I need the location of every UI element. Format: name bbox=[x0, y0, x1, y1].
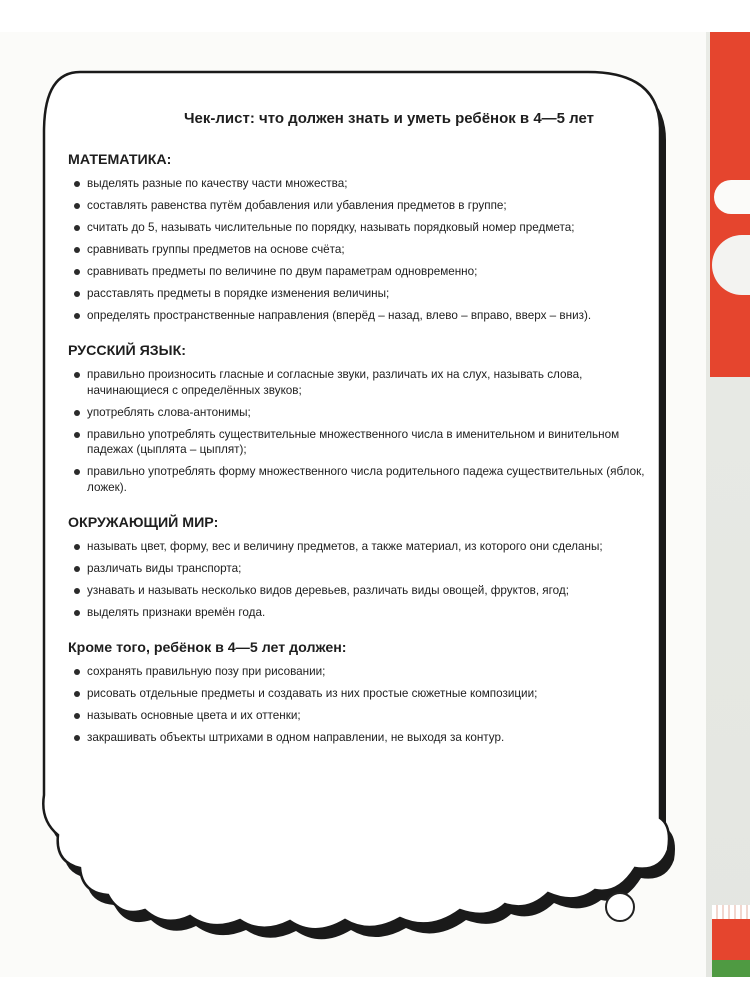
adjacent-page-white-shape bbox=[714, 180, 750, 214]
list-item: составлять равенства путём добавления или убавления предметов в группе; bbox=[68, 198, 648, 214]
list-math bbox=[68, 176, 648, 324]
list-item: расставлять предметы в порядке изменения величины; bbox=[68, 286, 648, 302]
section-heading-math: МАТЕМАТИКА: bbox=[68, 152, 172, 168]
page-title: Чек-лист: что должен знать и уметь ребёнок в 4—5 лет bbox=[184, 110, 594, 127]
list-item: сравнивать предметы по величине по двум параметрам одновременно; bbox=[68, 264, 648, 280]
section-heading-world: ОКРУЖАЮЩИЙ МИР: bbox=[68, 514, 219, 531]
list-item: употреблять слова-антонимы; bbox=[68, 405, 648, 421]
adjacent-page-green-strip bbox=[712, 960, 750, 977]
list-item: выделять разные по качеству части множества; bbox=[68, 176, 648, 192]
list-world bbox=[68, 539, 648, 621]
list-item: правильно употреблять существительные множественного числа в именительном и винительном падежах (цыплята – цыплят); bbox=[68, 427, 648, 458]
list-item: рисовать отдельные предметы и создавать из них простые сюжетные композиции; bbox=[68, 686, 648, 702]
decorative-circle bbox=[605, 892, 635, 922]
list-item: сравнивать группы предметов на основе счёта; bbox=[68, 242, 648, 258]
list-item: правильно произносить гласные и согласные звуки, различать их на слух, называть слова, начинающиеся с определённых звуков; bbox=[68, 367, 648, 398]
list-item: различать виды транспорта; bbox=[68, 561, 648, 577]
section-heading-russian: РУССКИЙ ЯЗЫК: bbox=[68, 343, 186, 359]
list-item: закрашивать объекты штрихами в одном направлении, не выходя за контур. bbox=[68, 730, 648, 746]
list-item: правильно употреблять форму множественного числа родительного падежа существительных (яблок, ложек). bbox=[68, 464, 648, 495]
list-item: называть основные цвета и их оттенки; bbox=[68, 708, 648, 724]
list-extra bbox=[68, 664, 648, 746]
list-item: сохранять правильную позу при рисовании; bbox=[68, 664, 648, 680]
list-item: узнавать и называть несколько видов деревьев, различать виды овощей, фруктов, ягод; bbox=[68, 583, 648, 599]
adjacent-page-lace-border bbox=[712, 905, 750, 919]
checklist-content bbox=[68, 110, 648, 752]
list-item: выделять признаки времён года. bbox=[68, 605, 648, 621]
list-item: называть цвет, форму, вес и величину предметов, а также материал, из которого они сделаны; bbox=[68, 539, 648, 555]
list-russian bbox=[68, 367, 648, 495]
list-item: считать до 5, называть числительные по порядку, называть порядковый номер предмета; bbox=[68, 220, 648, 236]
section-heading-extra: Кроме того, ребёнок в 4—5 лет должен: bbox=[68, 639, 347, 656]
list-item: определять пространственные направления (вперёд – назад, влево – вправо, вверх – вниз). bbox=[68, 308, 648, 324]
